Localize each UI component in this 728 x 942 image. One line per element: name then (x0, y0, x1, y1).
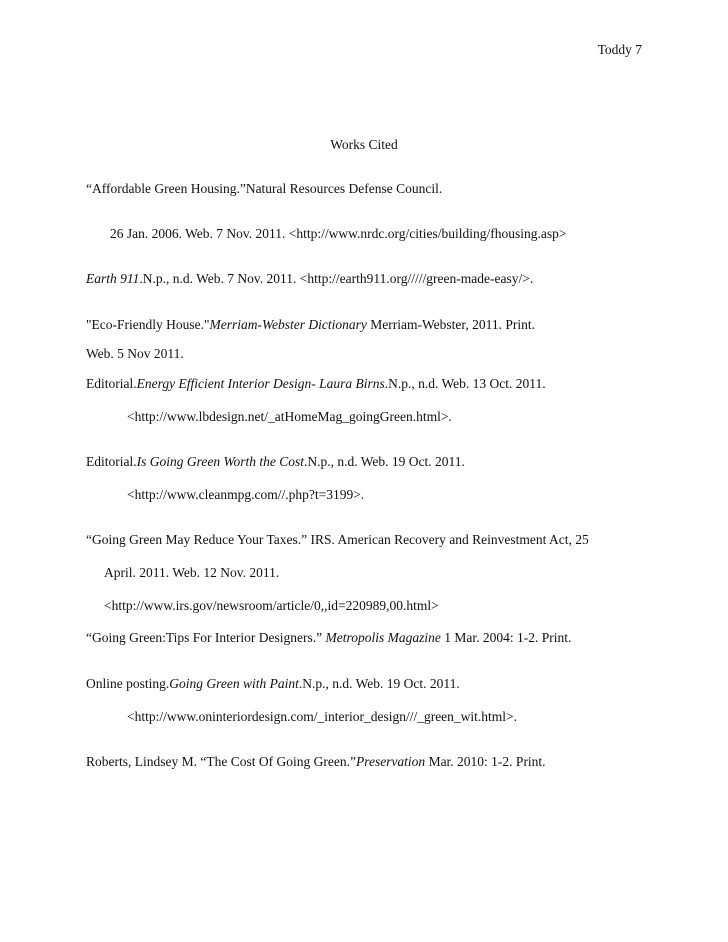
entry-title-italic: Is Going Green Worth the Cost (136, 454, 304, 469)
entry-text: .N.p., n.d. Web. 19 Oct. 2011. (298, 676, 460, 691)
entry-text: .N.p., n.d. Web. 13 Oct. 2011. (384, 376, 546, 391)
page-title: Works Cited (330, 137, 398, 152)
entry-line (104, 565, 279, 581)
entry-title-italic: Preservation (355, 754, 426, 769)
entry-text: Mar. 2010: 1-2. Print. (425, 754, 546, 769)
entry-title-italic: Merriam-Webster Dictionary (209, 317, 367, 332)
entry-title-italic: Energy Efficient Interior Design- Laura Birns (136, 376, 385, 391)
entry-text: Roberts, Lindsey M. “The Cost Of Going Green.” (86, 754, 356, 769)
entry-line (86, 376, 546, 392)
entry-text: Editorial. (86, 454, 137, 469)
entry-url: <http://www.oninteriordesign.com/_interior_design///_green_wit.html>. (127, 709, 518, 724)
entry-title-italic: Metropolis Magazine (325, 630, 441, 645)
entry-text: April. 2011. Web. 12 Nov. 2011. (104, 565, 280, 580)
entry-text: Editorial. (86, 376, 137, 391)
entry-line (86, 630, 571, 646)
entry-text: Web. 5 Nov 2011. (86, 346, 184, 361)
entry-line (86, 676, 460, 692)
entry-text: 26 Jan. 2006. Web. 7 Nov. 2011. <http://www.nrdc.org/cities/building/fhousing.asp> (110, 226, 567, 241)
entry-line (86, 181, 442, 197)
entry-line (86, 532, 589, 548)
entry-url: <http://www.cleanmpg.com//.php?t=3199>. (127, 487, 365, 502)
entry-text: "Eco-Friendly House." (86, 317, 210, 332)
entry-line (127, 709, 517, 725)
entry-text: .N.p., n.d. Web. 19 Oct. 2011. (304, 454, 465, 469)
entry-line (86, 317, 535, 333)
entry-title-italic: Earth 911 (86, 271, 140, 286)
entry-url: <http://www.lbdesign.net/_atHomeMag_goingGreen.html>. (127, 409, 452, 424)
entry-line (127, 409, 452, 425)
entry-line (86, 346, 184, 362)
entry-text: “Going Green:Tips For Interior Designers.” (86, 630, 326, 645)
entry-text: “Going Green May Reduce Your Taxes.” IRS. American Recovery and Reinvestment Act, 25 (86, 532, 589, 547)
entry-title-italic: Going Green with Paint (169, 676, 299, 691)
entry-line (127, 487, 364, 503)
entry-text: .N.p., n.d. Web. 7 Nov. 2011. <http://earth911.org/////green-made-easy/>. (139, 271, 534, 286)
entry-line (110, 226, 566, 242)
entry-text: Merriam-Webster, 2011. Print. (366, 317, 535, 332)
entry-text: Online posting. (86, 676, 170, 691)
entry-line (86, 271, 533, 287)
entry-url: <http://www.irs.gov/newsroom/article/0,,id=220989,00.html> (104, 598, 439, 613)
entry-line (86, 754, 546, 770)
entry-line (104, 598, 439, 614)
entry-text: 1 Mar. 2004: 1-2. Print. (440, 630, 572, 645)
entry-line (86, 454, 465, 470)
entry-text: “Affordable Green Housing.”Natural Resources Defense Council. (86, 181, 443, 196)
running-head: Toddy 7 (597, 42, 642, 57)
